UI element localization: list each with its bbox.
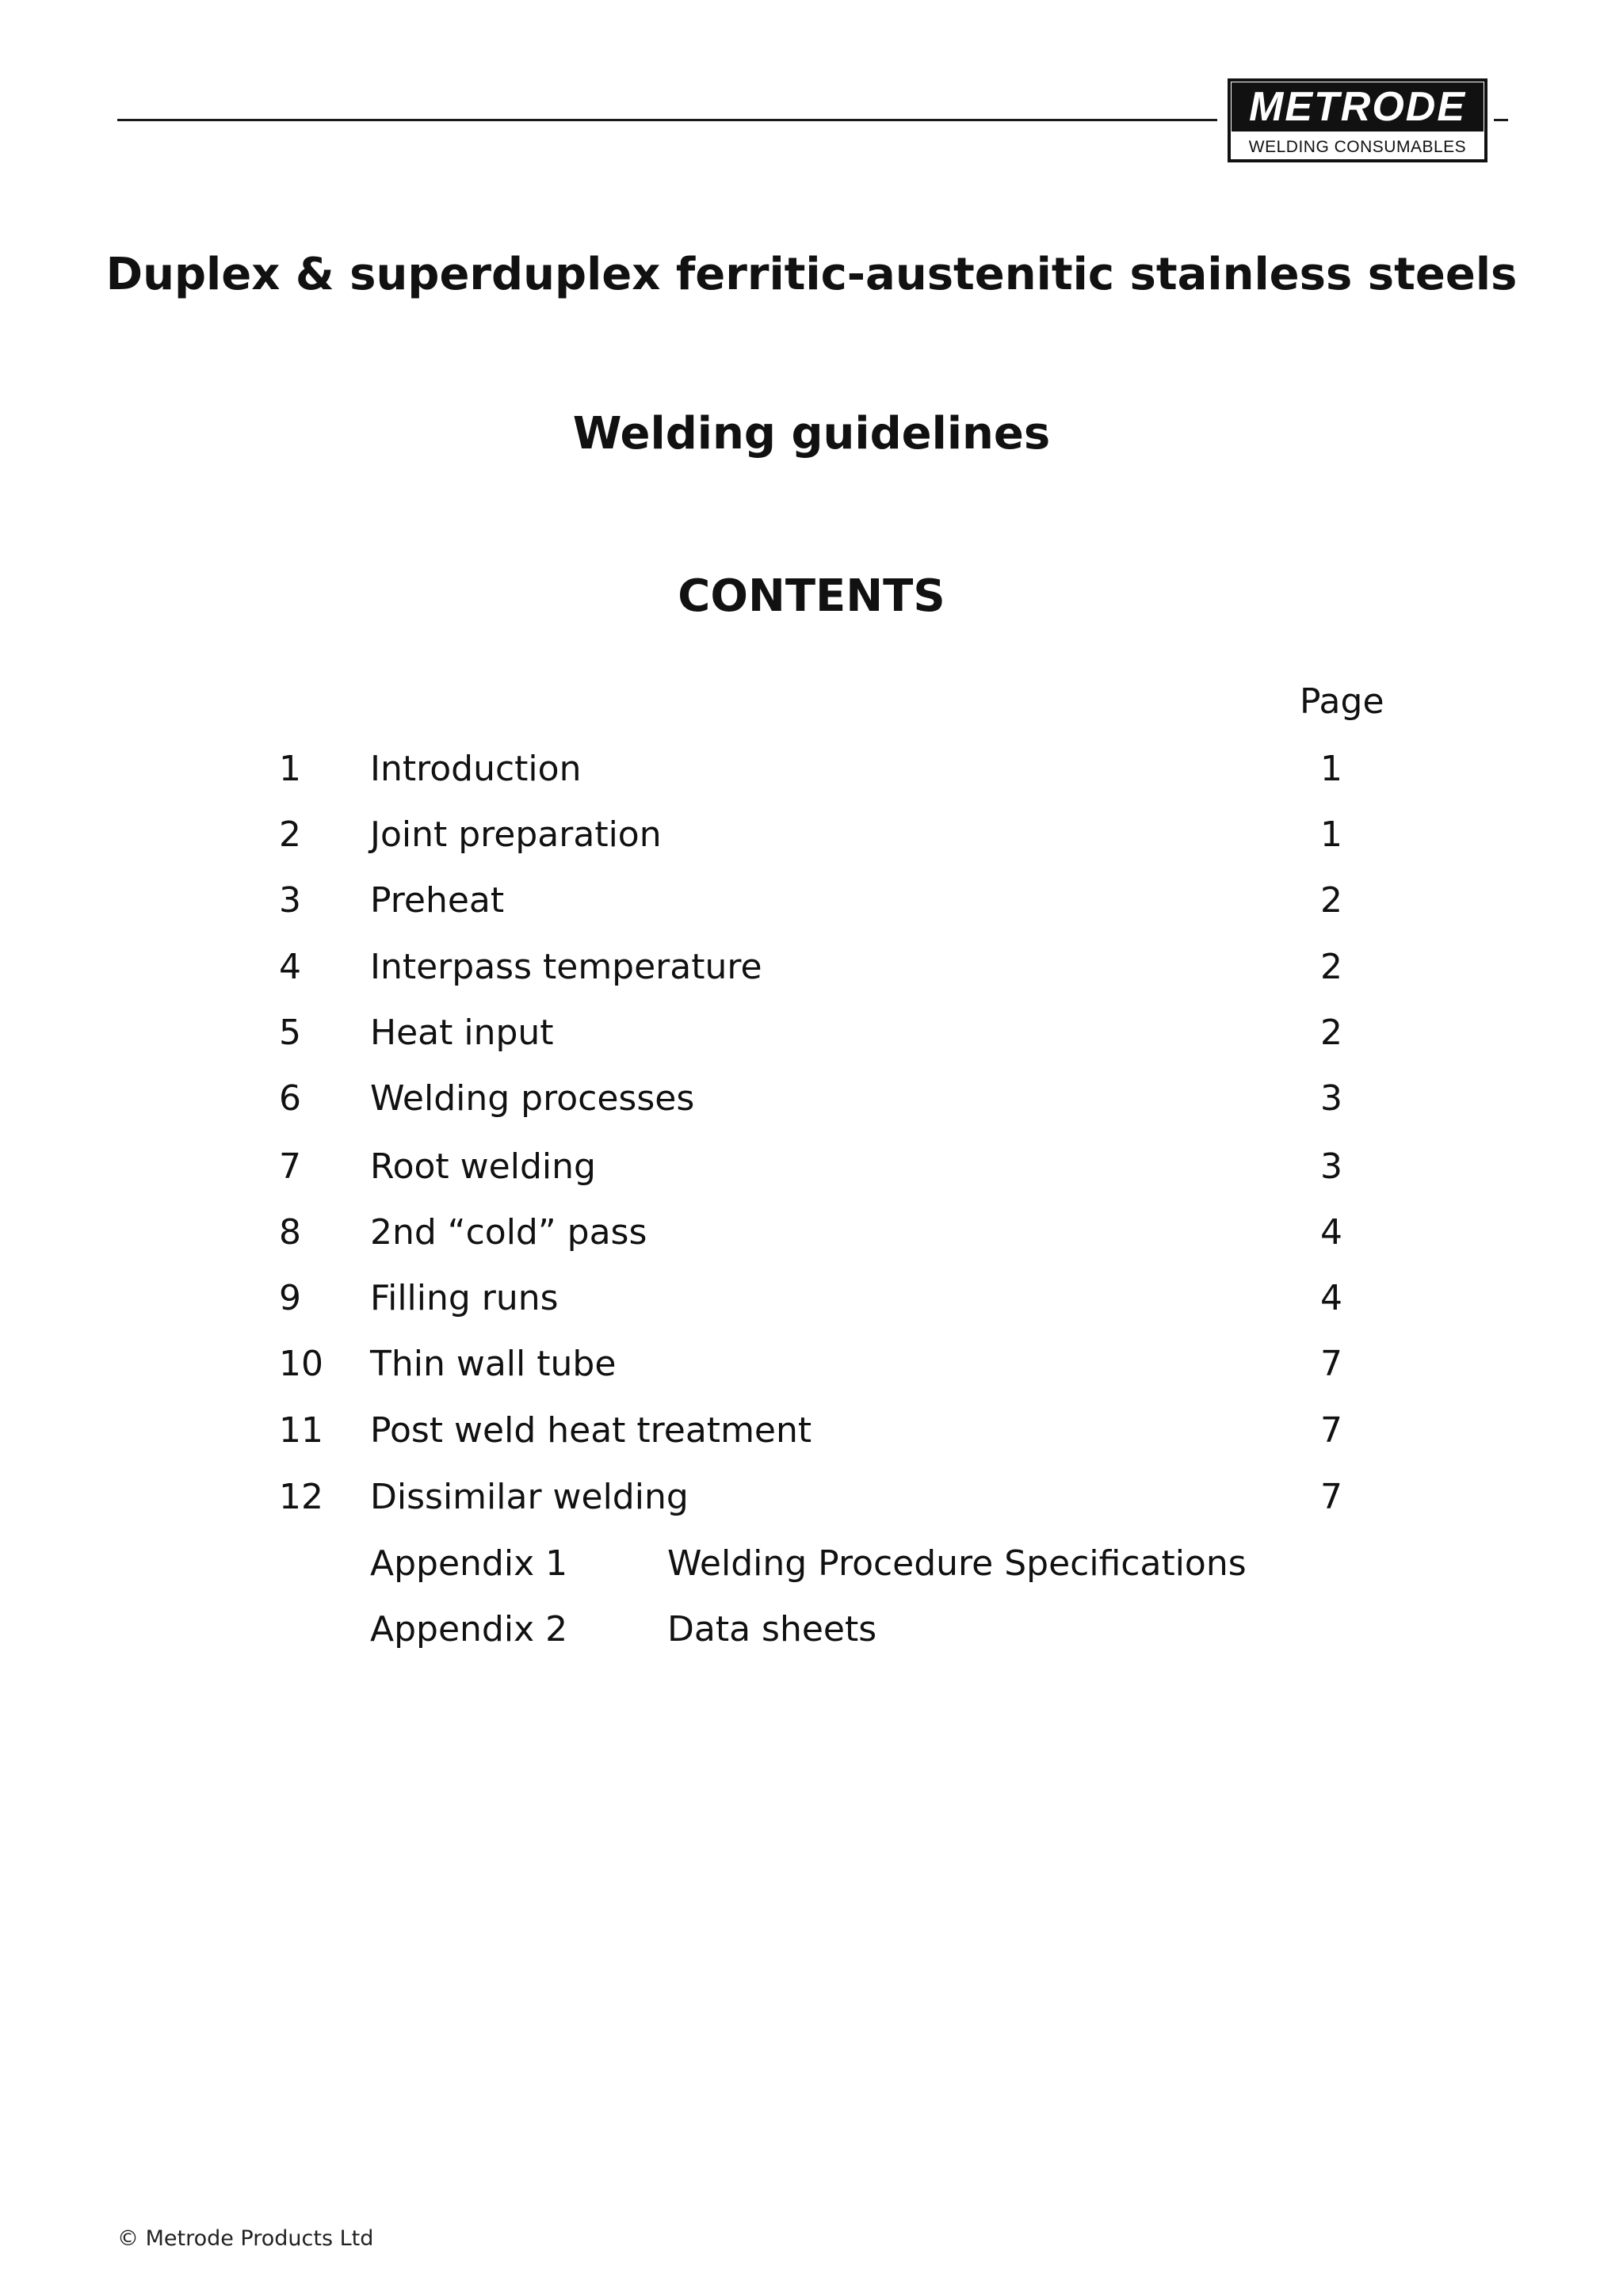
toc-entry-title: Interpass temperature [370,947,762,987]
toc-entry[interactable] [0,1344,1623,1391]
toc-entry-number: 12 [279,1477,323,1517]
toc-entry-number: 2 [279,814,301,855]
metrode-logo [1227,78,1488,163]
footer-copyright: © Metrode Products Ltd [117,2226,374,2251]
toc-entry[interactable] [0,749,1623,796]
appendix-title: Welding Procedure Specifications [667,1543,1247,1584]
toc-entry[interactable] [0,1278,1623,1325]
toc-entry-number: 7 [279,1146,301,1187]
toc-entry-page: 7 [1320,1344,1342,1384]
toc-entry-page: 3 [1320,1078,1342,1119]
appendix-label: Appendix 2 [370,1609,568,1650]
toc-entry[interactable] [0,1078,1623,1126]
toc-entry-number: 1 [279,749,301,789]
toc-entry[interactable] [0,1410,1623,1458]
toc-entry-number: 5 [279,1013,301,1053]
logo-tagline-text: WELDING CONSUMABLES [1248,138,1467,156]
toc-entry-title: Preheat [370,880,505,921]
toc-entry-page: 2 [1320,880,1342,921]
document-title: Duplex & superduplex ferritic-austenitic stainless steels [105,249,1518,300]
toc-entry-number: 8 [279,1212,301,1253]
toc-entry[interactable] [0,1477,1623,1524]
toc-entry-number: 3 [279,880,301,921]
appendix-entry[interactable] [0,1609,1623,1657]
toc-entry-title: Post weld heat treatment [370,1410,812,1451]
toc-entry-page: 2 [1320,947,1342,987]
contents-heading: CONTENTS [678,570,945,622]
toc-entry-page: 4 [1320,1278,1342,1318]
toc-entry-page: 4 [1320,1212,1342,1253]
toc-entry-page: 1 [1320,814,1342,855]
header-rule-end [1494,119,1508,121]
toc-entry-page: 3 [1320,1146,1342,1187]
page-column-label: Page [1300,681,1384,722]
toc-entry-number: 9 [279,1278,301,1318]
toc-entry-title: Introduction [370,749,582,789]
toc-entry-title: Root welding [370,1146,596,1187]
toc-entry-page: 7 [1320,1410,1342,1451]
toc-entry-number: 11 [279,1410,323,1451]
toc-entry-number: 6 [279,1078,301,1119]
toc-entry[interactable] [0,880,1623,928]
appendix-title: Data sheets [667,1609,877,1650]
toc-entry-title: Welding processes [370,1078,695,1119]
toc-entry[interactable] [0,947,1623,994]
toc-entry-title: Heat input [370,1013,554,1053]
toc-entry[interactable] [0,814,1623,862]
toc-entry-number: 4 [279,947,301,987]
toc-entry[interactable] [0,1146,1623,1194]
toc-entry-title: Dissimilar welding [370,1477,689,1517]
toc-entry-title: Thin wall tube [370,1344,617,1384]
toc-entry-number: 10 [279,1344,323,1384]
toc-entry-title: Filling runs [370,1278,559,1318]
document-subtitle: Welding guidelines [572,408,1051,460]
toc-entry-page: 1 [1320,749,1342,789]
toc-entry[interactable] [0,1212,1623,1260]
header-rule [117,119,1217,121]
toc-entry-page: 7 [1320,1477,1342,1517]
logo-brand-text: METRODE [1249,84,1466,130]
toc-entry[interactable] [0,1013,1623,1060]
appendix-entry[interactable] [0,1543,1623,1591]
toc-entry-title: 2nd “cold” pass [370,1212,647,1253]
appendix-label: Appendix 1 [370,1543,568,1584]
toc-entry-title: Joint preparation [370,814,662,855]
toc-entry-page: 2 [1320,1013,1342,1053]
